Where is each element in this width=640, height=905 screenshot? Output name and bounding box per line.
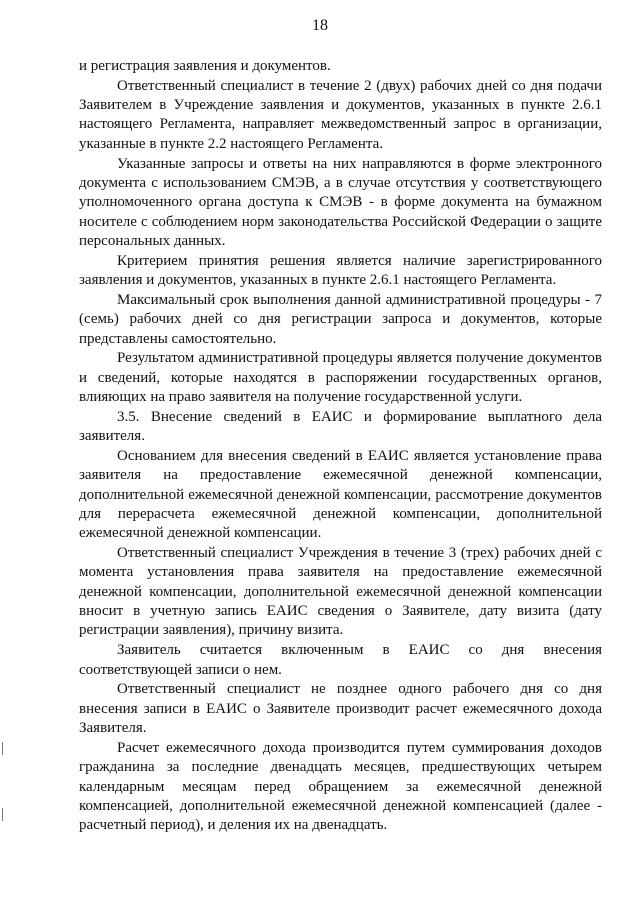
paragraph-decision-criterion: Критерием принятия решения является наличие зарегистрированного заявления и документов, указанных в пункте 2.6.1 настоящего Регламента. <box>79 252 602 289</box>
paragraph-monthly-income-method: Расчет ежемесячного дохода производится путем суммирования доходов гражданина за последние двенадцать месяцев, предшествующих четырем календарным месяцам перед обращением за ежемесячной денежной компенсацией, дополнительной ежемесячной денежной компенсацией (далее - расчетный период), и деления их на двенадцать. <box>79 739 602 834</box>
paragraph-applicant-included: Заявитель считается включенным в ЕАИС со дня внесения соответствующей записи о нем. <box>79 642 602 678</box>
paragraph-procedure-result: Результатом административной процедуры является получение документов и сведений, которые находятся в распоряжении государственных органов, влияющих на право заявителя на получение государственной услуги. <box>79 350 602 406</box>
paragraph-smev-requests: Указанные запросы и ответы на них направляются в форме электронного документа с использованием СМЭВ, а в случае отсутствия у соответствующего уполномоченного органа доступа к СМЭВ - в форме документа на бумажном носителе с соблюдением норм законодательства Российской Федерации о защите персональных данных. <box>79 155 602 249</box>
paragraph-eais-entry: Ответственный специалист Учреждения в течение 3 (трех) рабочих дней с момента установления права заявителя на предоставление ежемесячной денежной компенсации, дополнительной ежемесячной денежной компенсации вносит в учетную запись ЕАИС сведения о Заявителе, дату визита (дату регистрации заявления), причину визита. <box>79 545 602 639</box>
section-heading-3-5: 3.5. Внесение сведений в ЕАИС и формирование выплатного дела заявителя. <box>79 408 602 445</box>
page-number: 18 <box>312 17 328 34</box>
scan-margin-mark <box>2 742 3 755</box>
document-body <box>79 57 602 835</box>
paragraph-interdepartmental-request: Ответственный специалист в течение 2 (двух) рабочих дней со дня подачи Заявителем в Учреждение заявления и документов, указанных в пункте 2.6.1 настоящего Регламента, направляет межведомственный запрос в организации, указанные в пункте 2.2 настоящего Регламента. <box>79 77 602 152</box>
paragraph-income-calculation: Ответственный специалист не позднее одного рабочего дня со дня внесения записи в ЕАИС о Заявителе производит расчет ежемесячного дохода Заявителя. <box>79 681 602 737</box>
paragraph-continuation: и регистрация заявления и документов. <box>79 58 331 74</box>
paragraph-maximum-term: Максимальный срок выполнения данной административной процедуры - 7 (семь) рабочих дней со дня регистрации запроса и документов, которые представлены самостоятельно. <box>79 291 602 347</box>
paragraph-eais-basis: Основанием для внесения сведений в ЕАИС является установление права заявителя на предоставление ежемесячной денежной компенсации, дополнительной ежемесячной денежной компенсации, рассмотрение документов для перерасчета ежемесячной денежной компенсации, дополнительной ежемесячной денежной компенсации. <box>79 448 602 542</box>
scan-margin-mark <box>2 808 3 821</box>
